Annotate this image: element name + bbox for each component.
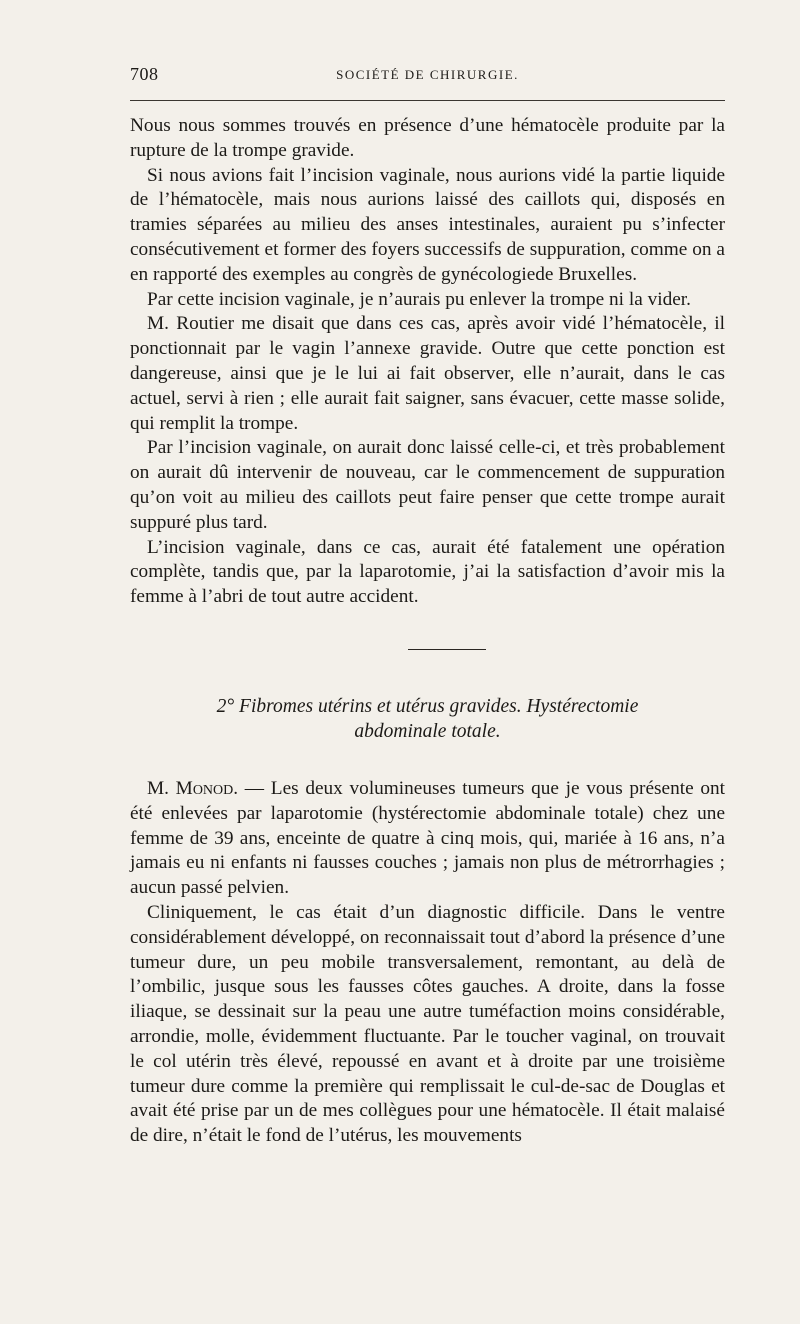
section-title xyxy=(130,694,725,744)
body-text xyxy=(130,114,725,1149)
section-title-line-1: 2° Fibromes utérins et utérus gravides. Hystérectomie xyxy=(216,695,639,717)
section-body xyxy=(130,777,725,1149)
paragraph-4: M. Routier me disait que dans ces cas, après avoir vidé l’hématocèle, il ponctionnait par le vagin l’annexe gravide. Outre que cette ponction est dangereuse, ainsi que je le lui ai fait observer, elle n’aurait, dans le cas actuel, servi à rien ; elle aurait fait saigner, sans évacuer, cette masse solide, qui remplit la trompe. xyxy=(130,313,725,434)
paragraph-3: Par cette incision vaginale, je n’aurais pu enlever la trompe ni la vider. xyxy=(147,288,691,310)
paragraph-5: Par l’incision vaginale, on aurait donc laissé celle-ci, et très probablement on aurait dû intervenir de nouveau, car le commencement de suppuration qu’on voit au milieu des caillots peut faire penser que cette trompe aurait suppuré plus tard. xyxy=(130,437,725,533)
section-paragraph-1-text: — Les deux volumineuses tumeurs que je vous présente ont été enlevées par laparotomie (hystérectomie abdominale totale) chez une femme de 39 ans, enceinte de quatre à cinq mois, qui, mariée à 16 ans, n’a jamais eu ni enfants ni fausses couches ; jamais non plus de métrorrhagies ; aucun passé pelvien. xyxy=(130,777,725,899)
paragraph-6: L’incision vaginale, dans ce cas, aurait été fatalement une opération complète, tandis que, par la laparotomie, j’ai la satisfaction d’avoir mis la femme à l’abri de tout autre accident. xyxy=(130,536,725,608)
section-paragraph-2: Cliniquement, le cas était d’un diagnostic difficile. Dans le ventre considérablement développé, on reconnaissait tout d’abord la présence d’une tumeur dure, un peu mobile transversalement, remontant, au delà de l’ombilic, jusque sous les fausses côtes gauches. A droite, dans la fosse iliaque, se dessinait sur la peau une autre tuméfaction moins considérable, arrondie, molle, évidemment fluctuante. Par le toucher vaginal, on trouvait le col utérin très élevé, repoussé en avant et à droite par une troisième tumeur dure comme la première qui remplissait le cul-de-sac de Douglas et avait été prise par un de mes collègues pour une hématocèle. Il était malaisé de dire, n’était le fond de l’utérus, les mouvements xyxy=(130,901,725,1147)
page-header xyxy=(130,64,725,88)
section-title-line-2: abdominale totale. xyxy=(354,720,501,742)
running-head: SOCIÉTÉ DE CHIRURGIE. xyxy=(336,67,519,82)
paragraph-1: Nous nous sommes trouvés en présence d’une hématocèle produite par la rupture de la trompe gravide. xyxy=(130,115,725,161)
header-rule xyxy=(130,100,725,101)
page-number: 708 xyxy=(130,64,159,84)
section-paragraph-1 xyxy=(130,777,725,901)
author-name: M. Monod. xyxy=(147,777,239,799)
paragraph-2: Si nous avions fait l’incision vaginale, nous aurions vidé la partie liquide de l’hématocèle, mais nous aurions laissé des caillots qui, disposés en tramies séparées au milieu des anses intestinales, auraient pu s’infecter consécutivement et former des foyers successifs de suppuration, comme on a en rapporté des exemples au congrès de gynécologiede Bruxelles. xyxy=(130,164,725,285)
section-separator xyxy=(408,649,486,650)
